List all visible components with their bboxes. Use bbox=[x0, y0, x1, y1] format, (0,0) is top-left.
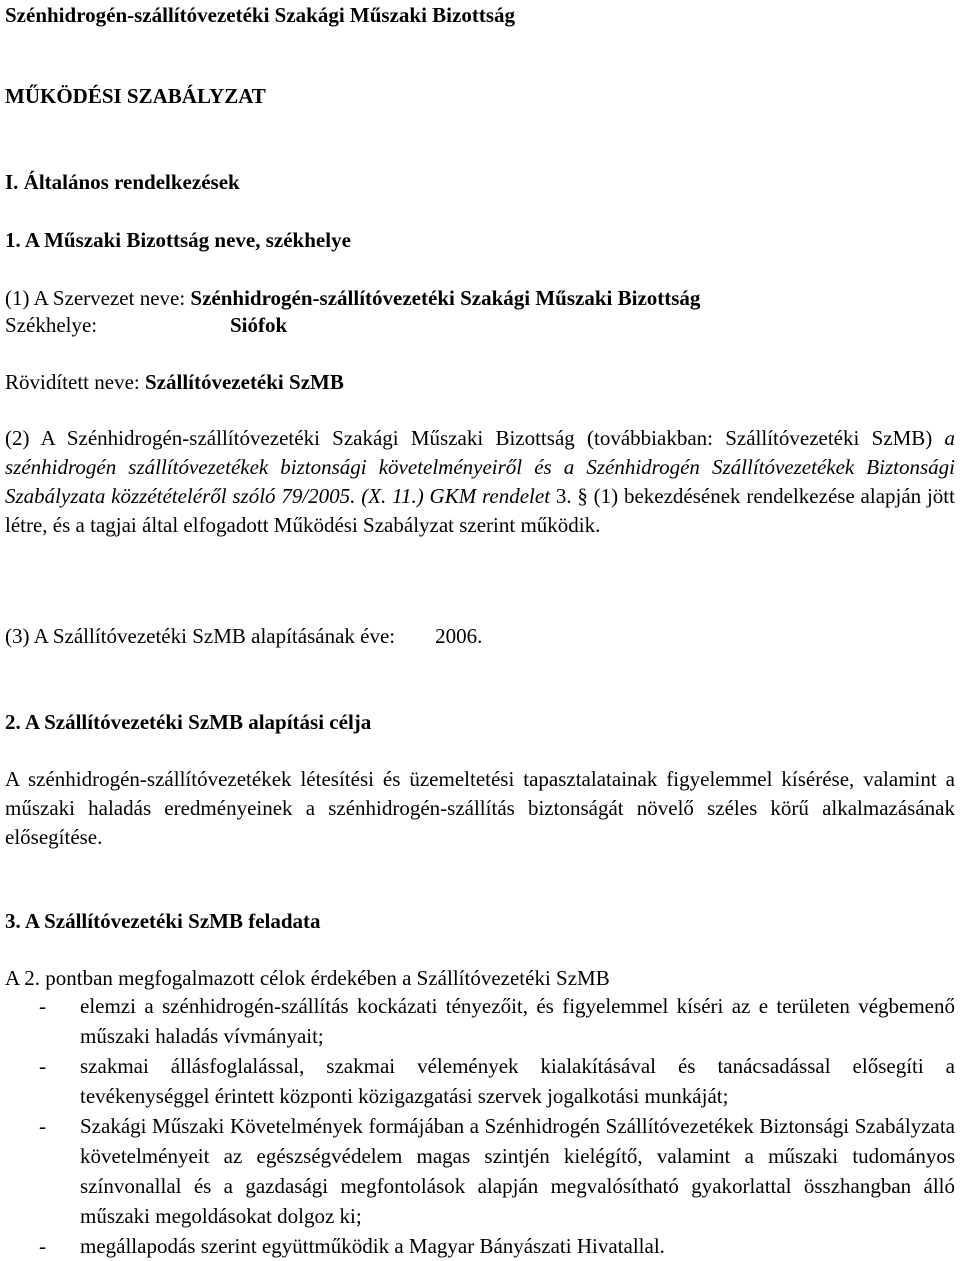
section-3-heading: 3. A Szállítóvezetéki SzMB feladata bbox=[5, 909, 321, 933]
short-name-line bbox=[5, 369, 344, 395]
short-name-value: Szállítóvezetéki SzMB bbox=[144, 370, 344, 394]
list-item-text: Szakági Műszaki Követelmények formájában a Szénhidrogén Szállítóvezetékek Biztonsági Szabályzata követelményeit az egészségvédelem magas szintjén kielégítő, valamint a műszaki tudományos színvonallal és a gazdasági megfontolások alapján megvalósítható gyakorlattal összhangban álló műszaki megoldásokat dolgoz ki; bbox=[80, 1114, 955, 1228]
org-title: Szénhidrogén-szállítóvezetéki Szakági Műszaki Bizottság bbox=[5, 3, 515, 27]
seat-label: Székhelye: bbox=[5, 313, 98, 337]
list-item-text: elemzi a szénhidrogén-szállítás kockázati tényezőit, és figyelemmel kíséri az e területen végbemenő műszaki haladás vívmányait; bbox=[80, 994, 955, 1048]
document-title: MŰKÖDÉSI SZABÁLYZAT bbox=[5, 84, 266, 108]
paragraph-2 bbox=[5, 424, 955, 540]
seat-value: Siófok bbox=[230, 313, 288, 337]
list-dash: - bbox=[39, 1234, 46, 1258]
list-item-text: megállapodás szerint együttműködik a Magyar Bányászati Hivatallal. bbox=[80, 1234, 665, 1258]
organization-name-label: (1) A Szervezet neve: bbox=[5, 286, 191, 310]
list-item bbox=[5, 1231, 955, 1261]
paragraph-2-part-a: (2) A Szénhidrogén-szállítóvezetéki Szakági Műszaki Bizottság (továbbiakban: Szállítóvezetéki SzMB) bbox=[5, 426, 945, 450]
section-2-body: A szénhidrogén-szállítóvezetékek létesítési és üzemeltetési tapasztalatainak figyelemmel kísérése, valamint a műszaki haladás eredményeinek a szénhidrogén-szállítás biztonságát növelő széles körű alkalmazásának elősegítése. bbox=[5, 767, 955, 849]
list-item bbox=[5, 1051, 955, 1111]
short-name-label: Rövidített neve: bbox=[5, 370, 145, 394]
list-dash: - bbox=[39, 1114, 46, 1138]
founding-year-label: (3) A Szállítóvezetéki SzMB alapításának éve: bbox=[5, 624, 396, 648]
founding-year-line bbox=[5, 623, 482, 649]
paragraph-2-part-c: 3. § (1) bekezdésének rendelkezése alapján jött létre, és a tagjai által elfogadott Működési Szabályzat szerint működik. bbox=[5, 484, 955, 537]
task-list bbox=[5, 991, 955, 1261]
list-item-text: szakmai állásfoglalással, szakmai vélemények kialakításával és tanácsadással elősegíti a tevékenységgel érintett központi közigazgatási szervek jogalkotási munkáját; bbox=[80, 1054, 955, 1108]
paragraph-2-regulation-reference: a szénhidrogén szállítóvezetékek biztonsági követelményeiről és a Szénhidrogén Szállítóvezetékek Biztonsági Szabályzata közzétételéről szóló 79/2005. (X. 11.) GKM rendelet bbox=[5, 426, 955, 508]
section-2-heading: 2. A Szállítóvezetéki SzMB alapítási célja bbox=[5, 710, 372, 734]
section-1-heading: 1. A Műszaki Bizottság neve, székhelye bbox=[5, 228, 351, 252]
list-item bbox=[5, 991, 955, 1051]
section-3-intro: A 2. pontban megfogalmazott célok érdekében a Szállítóvezetéki SzMB bbox=[5, 966, 610, 990]
list-dash: - bbox=[39, 1054, 46, 1078]
seat-line bbox=[5, 312, 287, 338]
chapter-heading: I. Általános rendelkezések bbox=[5, 170, 240, 194]
organization-name-line bbox=[5, 285, 700, 311]
list-dash: - bbox=[39, 994, 46, 1018]
organization-name-value: Szénhidrogén-szállítóvezetéki Szakági Műszaki Bizottság bbox=[190, 286, 701, 310]
founding-year-value: 2006. bbox=[435, 624, 483, 648]
list-item bbox=[5, 1111, 955, 1231]
